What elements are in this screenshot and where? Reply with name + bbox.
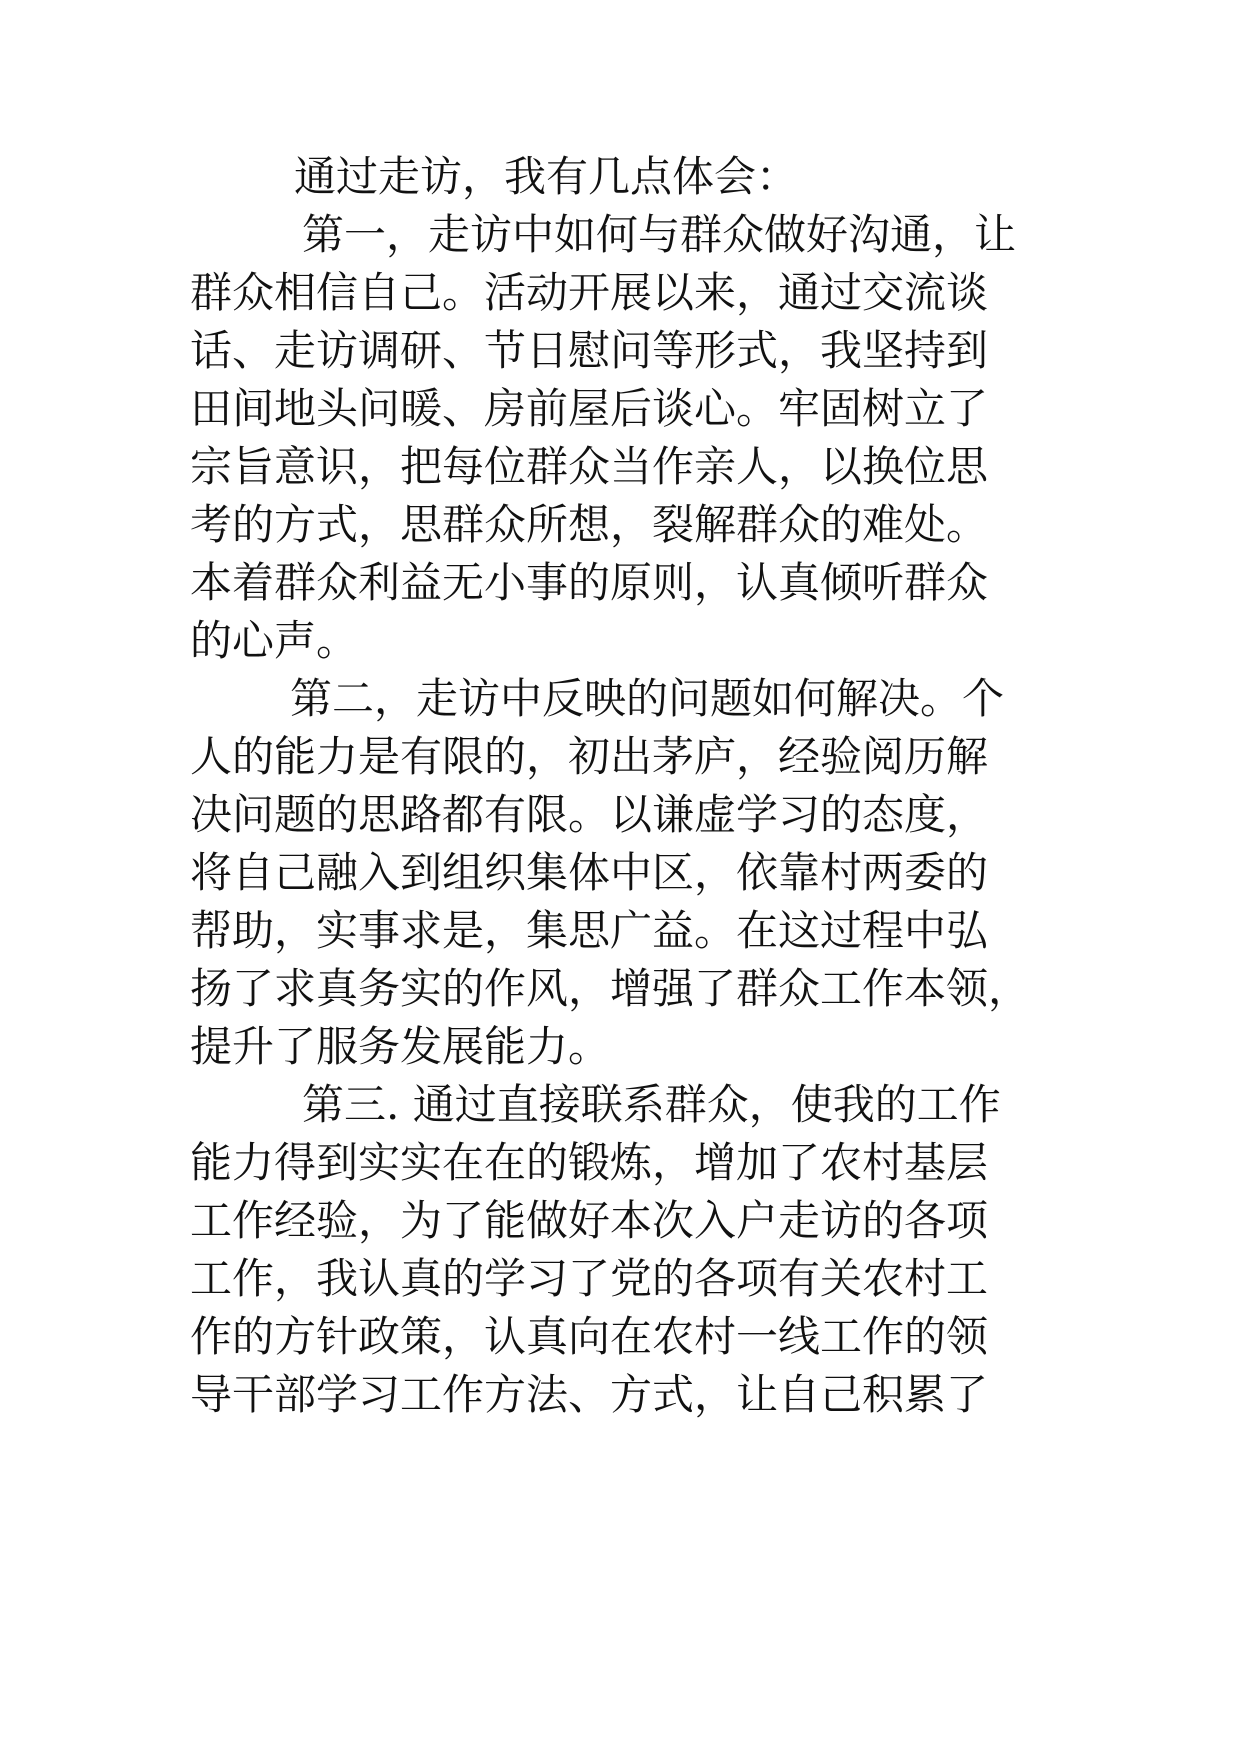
intro-line: 通过走访，我有几点体会：: [294, 152, 799, 201]
paragraph-1-line-1: 第一，走访中如何与群众做好沟通，让: [302, 210, 1017, 259]
body-text: [190, 148, 1090, 1424]
paragraph-1-line-7: 本着群众利益无小事的原则，认真倾听群众: [190, 558, 989, 607]
paragraph-1-line-5: 宗旨意识，把每位群众当作亲人，以换位思: [190, 442, 989, 491]
paragraph-3-line-2: 能力得到实实在在的锻炼，增加了农村基层: [190, 1138, 989, 1187]
paragraph-2-line-6: 扬了求真务实的作风，增强了群众工作本领，: [190, 964, 1031, 1013]
paragraph-2-line-4: 将自己融入到组织集体中区，依靠村两委的: [190, 848, 989, 897]
paragraph-3: [190, 1076, 1090, 1424]
paragraph-1-line-4: 田间地头问暖、房前屋后谈心。牢固树立了: [190, 384, 989, 433]
paragraph-2-line-2: 人的能力是有限的，初出茅庐，经验阅历解: [190, 732, 989, 781]
paragraph-3-line-6: 导干部学习工作方法、方式，让自己积累了: [190, 1370, 989, 1419]
paragraph-2-line-7: 提升了服务发展能力。: [190, 1022, 611, 1071]
paragraph-3-line-3: 工作经验，为了能做好本次入户走访的各项: [190, 1196, 989, 1245]
paragraph-2-line-5: 帮助，实事求是，集思广益。在这过程中弘: [190, 906, 989, 955]
paragraph-1-line-8: 的心声。: [190, 616, 359, 665]
paragraph-2: [190, 670, 1090, 1076]
paragraph-3-line-5: 作的方针政策，认真向在农村一线工作的领: [190, 1312, 989, 1361]
paragraph-2-line-1: 第二，走访中反映的问题如何解决。个: [290, 674, 1005, 723]
paragraph-3-line-4: 工作，我认真的学习了党的各项有关农村工: [190, 1254, 989, 1303]
paragraph-2-line-3: 决问题的思路都有限。以谦虚学习的态度，: [190, 790, 989, 839]
paragraph-1-line-3: 话、走访调研、节日慰问等形式，我坚持到: [190, 326, 989, 375]
paragraph-3-line-1: 第三. 通过直接联系群众，使我的工作: [302, 1080, 1001, 1129]
paragraph-1-line-2: 群众相信自己。活动开展以来，通过交流谈: [190, 268, 989, 317]
paragraph-1-line-6: 考的方式，思群众所想，裂解群众的难处。: [190, 500, 989, 549]
paragraph-1: [190, 206, 1090, 670]
